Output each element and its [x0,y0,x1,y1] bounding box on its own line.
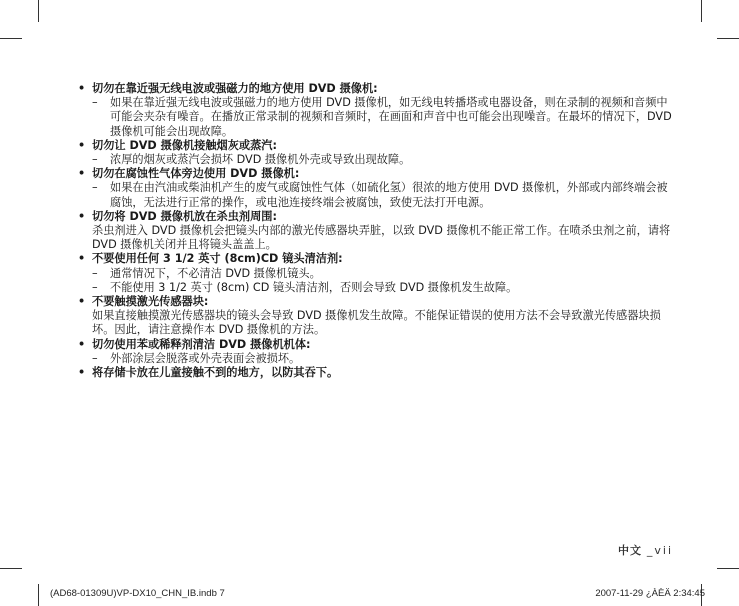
item-title: 切勿使用苯或稀释剂清洁 DVD 摄像机机体: [92,337,311,351]
bullet-icon: • [78,209,86,223]
dash-icon: – [92,96,98,110]
crop-mark [0,38,22,39]
sub-item [92,153,676,167]
list-item [74,338,676,366]
dash-icon: – [92,153,98,167]
bullet-icon: • [78,82,86,95]
sub-item-text: 外部涂层会脱落或外壳表面会被损坏。 [110,351,301,365]
crop-mark [0,568,22,569]
item-title: 切勿在靠近强无线电波或强磁力的地方使用 DVD 摄像机: [92,82,378,95]
page-footer [618,542,673,558]
item-paragraph: 如果直接触摸激光传感器块的镜头会导致 DVD 摄像机发生故障。不能保证错误的使用方法不会导致激光传感器块损坏。因此，请注意操作本 DVD 摄像机的方法。 [92,309,661,337]
item-title: 切勿在腐蚀性气体旁边使用 DVD 摄像机: [92,167,300,181]
print-slug-date: 2007-11-29 ¿ÀÈÄ 2:34:45 [595,588,705,599]
dash-icon: – [92,280,98,294]
crop-mark [38,584,39,606]
bullet-icon: • [78,138,86,152]
crop-mark [701,0,702,22]
sub-item [92,181,676,209]
sub-item [92,281,676,295]
crop-mark [38,0,39,22]
list-item [74,139,676,167]
item-title: 不要使用任何 3 1/2 英寸 (8cm)CD 镜头清洁剂: [92,252,343,266]
bullet-icon: • [78,252,86,266]
sub-item [92,352,676,366]
bullet-icon: • [78,366,86,380]
footer-language: 中文 [618,544,643,557]
sub-item-text: 通常情况下，不必清洁 DVD 摄像机镜头。 [110,266,321,280]
sub-item-text: 如果在靠近强无线电波或强磁力的地方使用 DVD 摄像机，如无线电转播塔或电器设备，则在录制的视频和音频中可能会夹杂有噪音。在播放正常录制的视频和音频时，在画面和声音中也可能会出现噪音。在最坏的情况下，DVD 摄像机可能会出现故障。 [110,96,672,138]
item-title: 将存储卡放在儿童接触不到的地方，以防其吞下。 [92,366,339,380]
item-title: 切勿让 DVD 摄像机接触烟灰或蒸汽: [92,138,277,152]
footer-page-number: _vii [646,544,673,557]
sub-item-text: 不能使用 3 1/2 英寸 (8cm) CD 镜头清洁剂，否则会导致 DVD 摄像机发生故障。 [110,280,518,294]
precautions-list [74,82,676,380]
dash-icon: – [92,351,98,365]
sub-item-text: 如果在由汽油或柴油机产生的废气或腐蚀性气体（如硫化氢）很浓的地方使用 DVD 摄像机，外部或内部终端会被腐蚀，无法进行正常的操作，或电池连接终端会被腐蚀，致使无法打开电源。 [110,181,668,209]
print-slug-file: (AD68-01309U)VP-DX10_CHN_IB.indb 7 [50,588,225,599]
crop-mark [717,568,739,569]
dash-icon: – [92,181,98,195]
list-item [74,82,676,139]
list-item [74,210,676,253]
item-title: 不要触摸激光传感器块: [92,295,209,309]
crop-mark [717,38,739,39]
bullet-icon: • [78,167,86,181]
sub-item-text: 浓厚的烟灰或蒸汽会损坏 DVD 摄像机外壳或导致出现故障。 [110,153,411,167]
dash-icon: – [92,266,98,280]
sub-item [92,96,676,139]
list-item [74,252,676,295]
item-title: 切勿将 DVD 摄像机放在杀虫剂周围: [92,209,277,223]
bullet-icon: • [78,295,86,309]
sub-item [92,267,676,281]
item-paragraph: 杀虫剂进入 DVD 摄像机会把镜头内部的激光传感器块弄脏，以致 DVD 摄像机不能正常工作。在喷杀虫剂之前，请将 DVD 摄像机关闭并且将镜头盖盖上。 [92,224,671,252]
list-item [74,366,676,380]
bullet-icon: • [78,337,86,351]
list-item [74,295,676,338]
list-item [74,167,676,210]
